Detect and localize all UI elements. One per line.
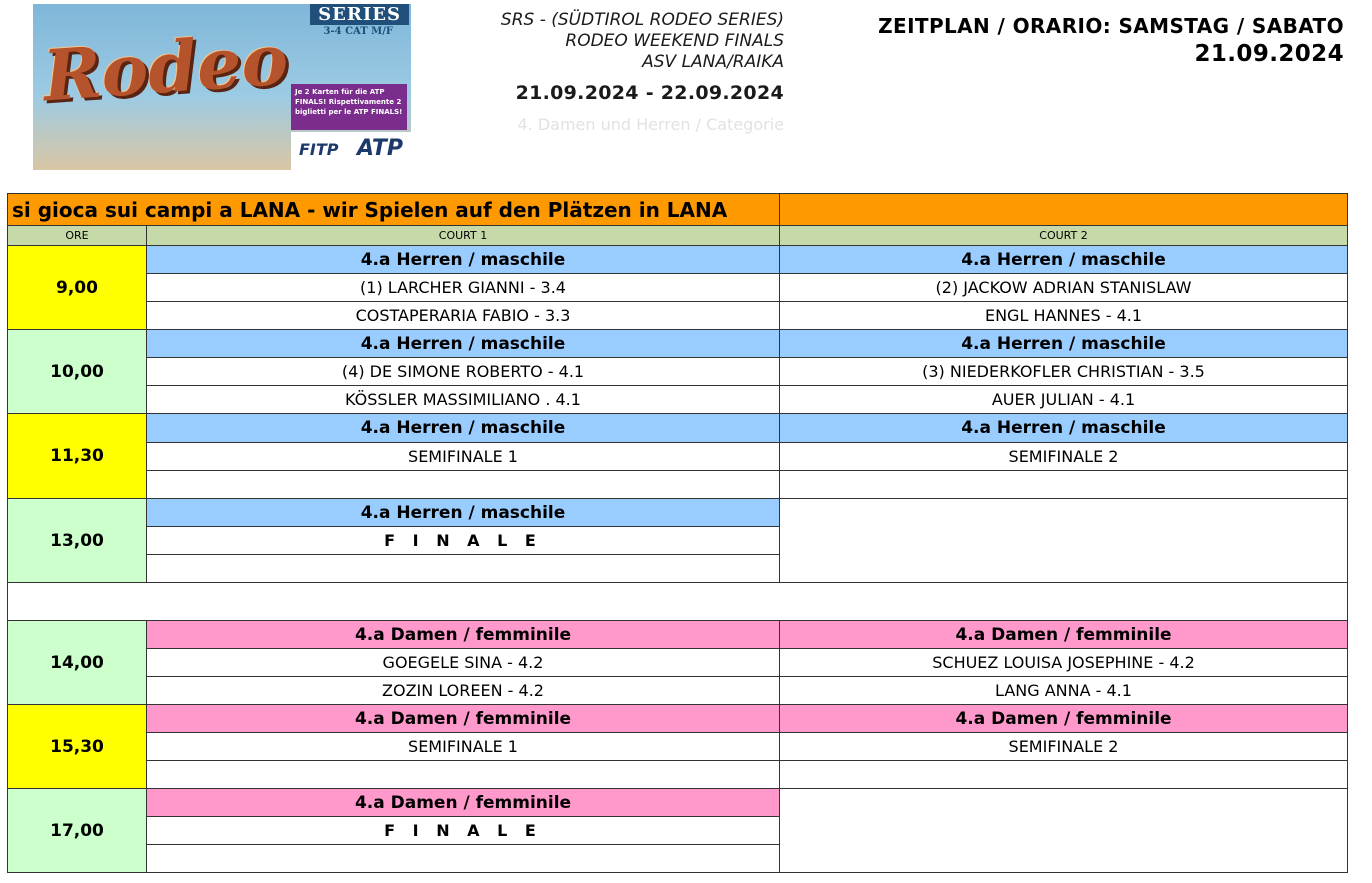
venue-banner-right (780, 194, 1348, 226)
court2-empty-block (780, 789, 1348, 873)
court2-player-1: (2) JACKOW ADRIAN STANISLAW (780, 274, 1348, 302)
schedule-title (878, 12, 1344, 68)
court2-category: 4.a Herren / maschile (780, 414, 1348, 443)
event-info (430, 10, 784, 135)
court1-empty-row (147, 471, 780, 499)
court1-category: 4.a Damen / femminile (147, 621, 780, 649)
court1-final: F I N A L E (147, 527, 780, 555)
column-header-court-2: COURT 2 (780, 226, 1348, 246)
rodeo-series-logo (33, 4, 411, 170)
court1-player-1: GOEGELE SINA - 4.2 (147, 649, 780, 677)
court2-player-2: ENGL HANNES - 4.1 (780, 302, 1348, 330)
court2-category: 4.a Damen / femminile (780, 621, 1348, 649)
logo-wordmark: Rodeo (40, 17, 291, 118)
court1-player-1: (4) DE SIMONE ROBERTO - 4.1 (147, 358, 780, 386)
time-slot-0900: 9,00 (8, 246, 147, 330)
court2-category: 4.a Herren / maschile (780, 330, 1348, 358)
court2-category: 4.a Damen / femminile (780, 705, 1348, 733)
court1-player-2: COSTAPERARIA FABIO - 3.3 (147, 302, 780, 330)
venue-banner: si gioca sui campi a LANA - wir Spielen auf den Plätzen in LANA (8, 194, 780, 226)
logo-category-text: 3-4 CAT M/F (323, 26, 393, 37)
court1-empty-row (147, 761, 780, 789)
column-header-court-1: COURT 1 (147, 226, 780, 246)
atp-logo: ATP (357, 136, 404, 161)
court1-player-2: KÖSSLER MASSIMILIANO . 4.1 (147, 386, 780, 414)
time-slot-1000: 10,00 (8, 330, 147, 414)
time-slot-1530: 15,30 (8, 705, 147, 789)
court1-player-2: ZOZIN LOREEN - 4.2 (147, 677, 780, 705)
time-slot-1130: 11,30 (8, 414, 147, 499)
schedule-date: 21.09.2024 (1194, 41, 1344, 67)
court2-category: 4.a Herren / maschile (780, 246, 1348, 274)
logo-series-text: SERIES (310, 4, 409, 25)
court2-match: SEMIFINALE 2 (780, 443, 1348, 471)
court1-empty-row (147, 845, 780, 873)
fitp-logo: FITP (299, 140, 339, 159)
event-dates: 21.09.2024 - 22.09.2024 (515, 82, 784, 104)
court1-category: 4.a Herren / maschile (147, 330, 780, 358)
event-faded-subtitle: 4. Damen und Herren / Categorie (517, 115, 784, 134)
court2-player-2: AUER JULIAN - 4.1 (780, 386, 1348, 414)
court1-category: 4.a Damen / femminile (147, 705, 780, 733)
court1-empty-row (147, 555, 780, 583)
court1-category: 4.a Damen / femminile (147, 789, 780, 817)
court1-final: F I N A L E (147, 817, 780, 845)
column-header-time: ORE (8, 226, 147, 246)
court2-player-1: (3) NIEDERKOFLER CHRISTIAN - 3.5 (780, 358, 1348, 386)
court1-category: 4.a Herren / maschile (147, 499, 780, 527)
schedule-table (7, 193, 1348, 873)
time-slot-1300: 13,00 (8, 499, 147, 583)
court2-player-1: SCHUEZ LOUISA JOSEPHINE - 4.2 (780, 649, 1348, 677)
court1-match: SEMIFINALE 1 (147, 733, 780, 761)
court2-empty-row (780, 471, 1348, 499)
court1-category: 4.a Herren / maschile (147, 246, 780, 274)
time-slot-1400: 14,00 (8, 621, 147, 705)
section-spacer (8, 583, 1348, 621)
court2-empty-row (780, 761, 1348, 789)
court1-player-1: (1) LARCHER GIANNI - 3.4 (147, 274, 780, 302)
court2-empty-block (780, 499, 1348, 583)
court1-match: SEMIFINALE 1 (147, 443, 780, 471)
court2-player-2: LANG ANNA - 4.1 (780, 677, 1348, 705)
court2-match: SEMIFINALE 2 (780, 733, 1348, 761)
event-series-name: SRS - (SÜDTIROL RODEO SERIES) (500, 10, 784, 30)
event-club: ASV LANA/RAIKA (642, 52, 784, 72)
logo-promo-text: Je 2 Karten für die ATP FINALS! Rispettivamente 2 biglietti per le ATP FINALS! (291, 84, 407, 130)
event-title: RODEO WEEKEND FINALS (565, 31, 784, 51)
court1-category: 4.a Herren / maschile (147, 414, 780, 443)
sponsor-logos (291, 132, 411, 170)
time-slot-1700: 17,00 (8, 789, 147, 873)
schedule-heading: ZEITPLAN / ORARIO: SAMSTAG / SABATO (878, 14, 1344, 38)
